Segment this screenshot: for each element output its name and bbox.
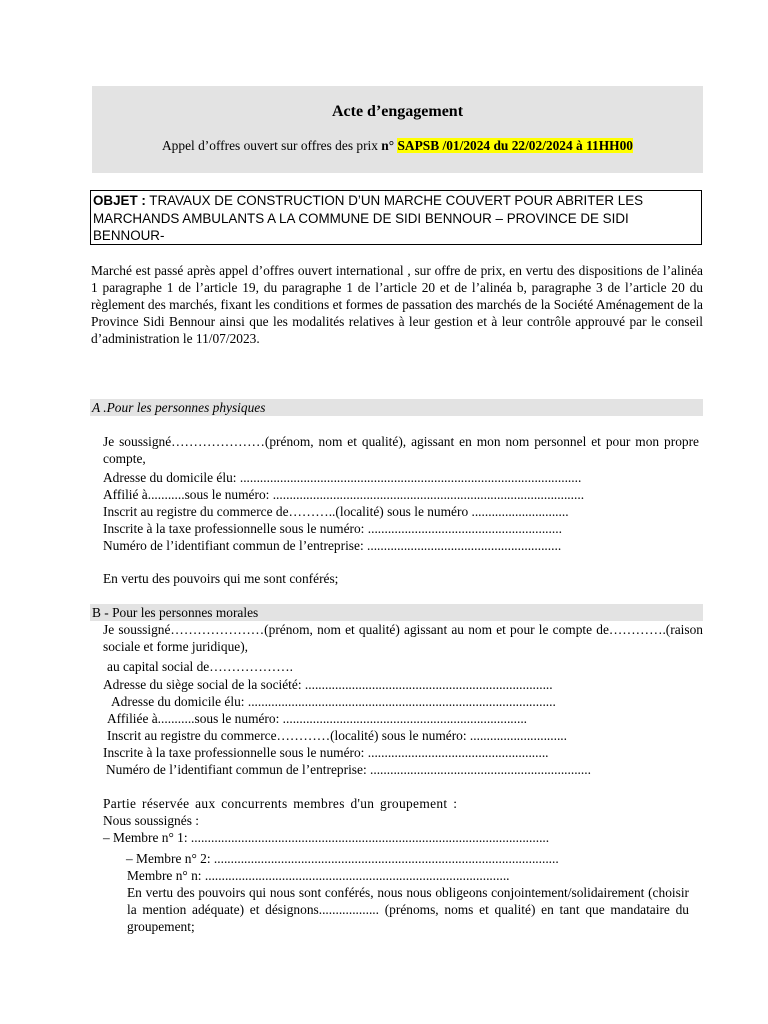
section-b-domicile-field: Adresse du domicile élu: ............................................................................................ xyxy=(111,694,556,709)
section-a-heading-bar xyxy=(90,399,703,416)
document-title: Acte d’engagement xyxy=(331,103,464,120)
groupement-membre-n-field: Membre n° n: ........................................................................................... xyxy=(127,868,510,883)
section-a-domicile-field: Adresse du domicile élu: ...................................................................................................... xyxy=(103,470,582,485)
section-a-taxe-field: Inscrite à la taxe professionnelle sous le numéro: .......................................................... xyxy=(103,521,562,536)
objet-box xyxy=(90,190,702,245)
intro-paragraph: Marché est passé après appel d’offres ouvert international , sur offre de prix, en vertu des dispositions de l’alinéa 1 paragraphe 1 de l’article 19, du paragraphe 1 de l’article 20 et de l’alinéa b, paragraphe 3 de l’article 20 du règlement des marchés, fixant les conditions et formes de passation des marchés de la Société Aménagement de la Province Sidi Bennour ainsi que les modalités relatives à leur gestion et à leur contrôle approuvé par le conseil d’administration le 11/07/2023. xyxy=(91,263,703,346)
section-b-affiliee-field: Affiliée à...........sous le numéro: ......................................................................... xyxy=(107,711,528,726)
groupement-nous: Nous soussignés : xyxy=(103,813,199,828)
section-b-soussigne: Je soussigné…………………(prénom, nom et qualité) agissant au nom et pour le compte de………….(raison sociale et forme juridique), xyxy=(103,622,703,654)
section-a-heading: A .Pour les personnes physiques xyxy=(92,400,266,415)
tender-reference: SAPSB /01/2024 du 22/02/2024 à 11HH00 xyxy=(397,138,633,153)
header-box xyxy=(92,86,703,173)
groupement-obligation: En vertu des pouvoirs qui nous sont conférés, nous nous obligeons conjointement/solidairement (choisir la mention adéquate) et désignons.................. (prénoms, noms et qualité) en tant que mandataire du groupement; xyxy=(127,885,689,934)
subtitle-prefix: Appel d’offres ouvert sur offres des prix xyxy=(162,138,382,153)
subtitle-number-label: n° xyxy=(381,138,395,153)
section-a-affilie-field: Affilié à...........sous le numéro: ............................................................................................. xyxy=(103,487,585,502)
groupement-membre-2-field: – Membre n° 2: ....................................................................................................... xyxy=(126,851,559,866)
section-a-pouvoirs: En vertu des pouvoirs qui me sont conférés; xyxy=(103,571,339,586)
section-b-siege-field: Adresse du siège social de la société: .......................................................................... xyxy=(103,677,553,692)
objet-label: OBJET : xyxy=(93,193,146,208)
section-b-heading: B - Pour les personnes morales xyxy=(92,605,259,620)
section-b-registre-field: Inscrit au registre du commerce…………(localité) sous le numéro: ............................. xyxy=(107,728,568,743)
objet-text: TRAVAUX DE CONSTRUCTION D’UN MARCHE COUVERT POUR ABRITER LES MARCHANDS AMBULANTS A LA COMMUNE DE SIDI BENNOUR – PROVINCE DE SIDI BENNOUR- xyxy=(93,193,644,243)
section-a-soussigne: Je soussigné…………………(prénom, nom et qualité), agissant en mon nom personnel et pour mon propre compte, xyxy=(103,434,699,466)
section-a-identifiant-field: Numéro de l’identifiant commun de l’entreprise: .......................................................... xyxy=(103,538,562,553)
section-a-registre-field: Inscrit au registre du commerce de………..(localité) sous le numéro ............................. xyxy=(103,504,569,519)
groupement-membre-1-field: – Membre n° 1: ........................................................................................................... xyxy=(103,830,550,845)
section-b-identifiant-field: Numéro de l’identifiant commun de l’entreprise: .................................................................. xyxy=(106,762,591,777)
section-b-heading-bar xyxy=(90,604,703,621)
section-b-taxe-field: Inscrite à la taxe professionnelle sous le numéro: ...................................................... xyxy=(103,745,549,760)
groupement-title: Partie réservée aux concurrents membres d'un groupement : xyxy=(103,796,458,811)
section-b-capital-field: au capital social de………………. xyxy=(107,659,293,674)
document-subtitle xyxy=(92,138,703,154)
